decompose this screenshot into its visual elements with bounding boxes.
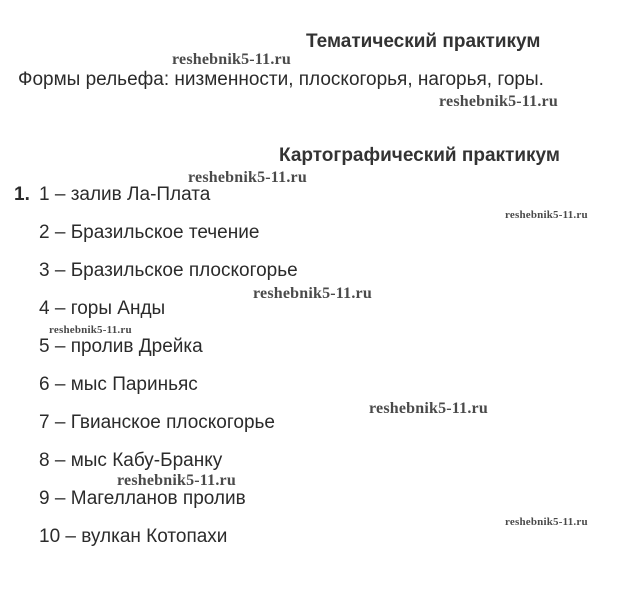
watermark: reshebnik5-11.ru bbox=[172, 51, 291, 68]
answer-item-1: 1 – залив Ла-Плата bbox=[39, 184, 211, 205]
answer-item-4: 4 – горы Анды bbox=[39, 298, 166, 319]
answer-item-10: 10 – вулкан Котопахи bbox=[39, 526, 228, 547]
landforms-text: Формы рельефа: низменности, плоскогорья, нагорья, горы. bbox=[18, 69, 544, 90]
answer-item-7: 7 – Гвианское плоскогорье bbox=[39, 412, 275, 433]
answer-item-5: 5 – пролив Дрейка bbox=[39, 336, 203, 357]
answer-item-3: 3 – Бразильское плоскогорье bbox=[39, 260, 298, 281]
task-number: 1. bbox=[14, 184, 30, 205]
watermark: reshebnik5-11.ru bbox=[505, 209, 588, 221]
watermark: reshebnik5-11.ru bbox=[369, 400, 488, 417]
answer-item-6: 6 – мыс Париньяс bbox=[39, 374, 198, 395]
watermark: reshebnik5-11.ru bbox=[49, 324, 132, 336]
watermark: reshebnik5-11.ru bbox=[117, 472, 236, 489]
thematic-practicum-title: Тематический практикум bbox=[306, 31, 541, 52]
answer-item-9: 9 – Магелланов пролив bbox=[39, 488, 246, 509]
watermark: reshebnik5-11.ru bbox=[253, 285, 372, 302]
cartographic-practicum-title: Картографический практикум bbox=[279, 145, 560, 166]
watermark: reshebnik5-11.ru bbox=[439, 93, 558, 110]
watermark: reshebnik5-11.ru bbox=[505, 516, 588, 528]
answer-item-2: 2 – Бразильское течение bbox=[39, 222, 260, 243]
answer-item-8: 8 – мыс Кабу-Бранку bbox=[39, 450, 223, 471]
watermark: reshebnik5-11.ru bbox=[188, 169, 307, 186]
